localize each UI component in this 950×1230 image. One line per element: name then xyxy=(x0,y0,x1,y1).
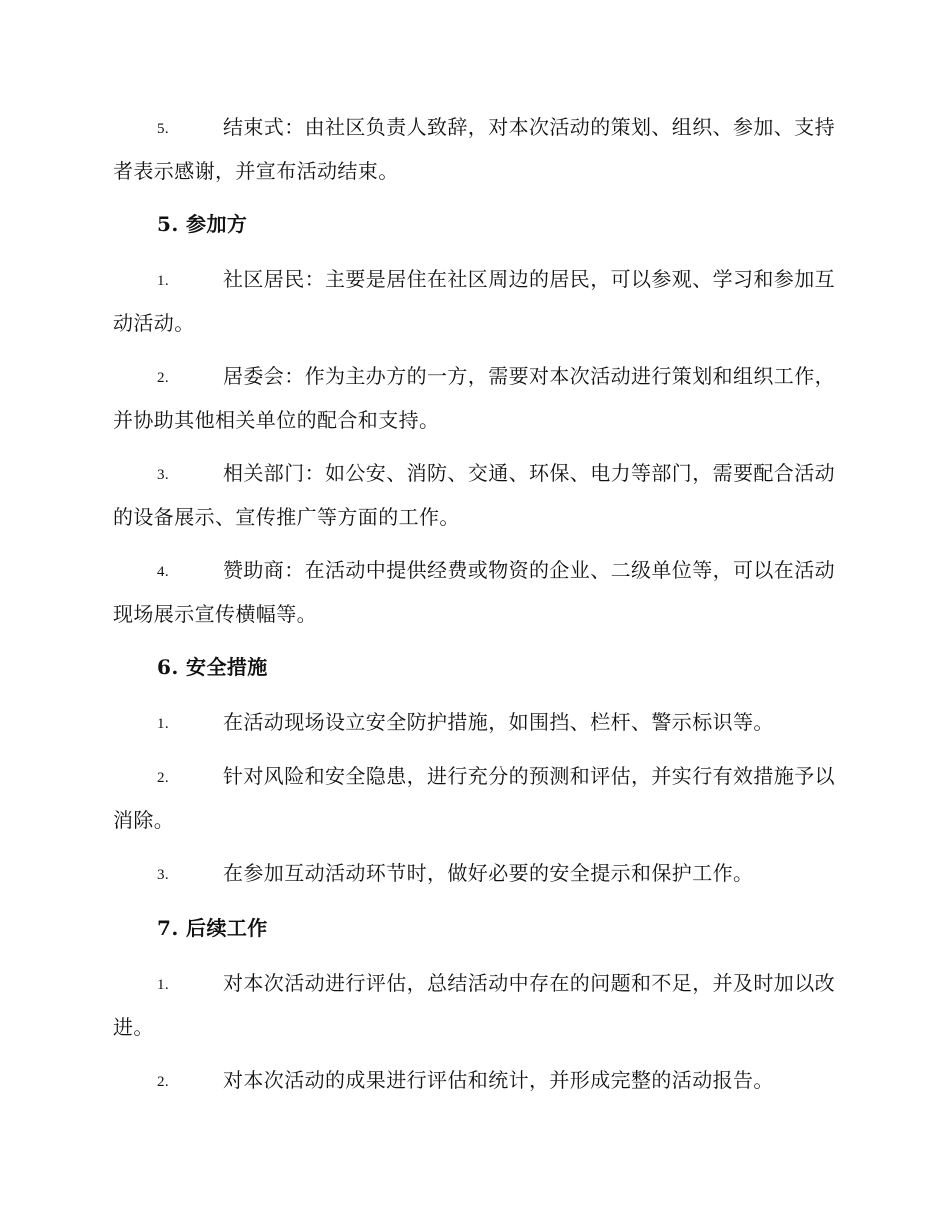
section-heading: 7. 后续工作 xyxy=(157,916,268,940)
list-item-number: 3. xyxy=(157,867,170,883)
list-item-text: 社区居民：主要是居住在社区周边的居民，可以参观、学习和参加互动活动。 xyxy=(113,267,835,335)
list-item xyxy=(113,852,838,896)
section-heading: 6. 安全措施 xyxy=(157,655,268,679)
list-item-number: 4. xyxy=(157,564,170,580)
list-item xyxy=(113,755,838,841)
list-item-text: 结束式：由社区负责人致辞，对本次活动的策划、组织、参加、支持者表示感谢，并宣布活动结束。 xyxy=(113,115,835,183)
list-item xyxy=(113,452,838,538)
list-item xyxy=(113,549,838,635)
list-item-number: 1. xyxy=(157,716,170,732)
list-item-text: 针对风险和安全隐患，进行充分的预测和评估，并实行有效措施予以消除。 xyxy=(113,764,835,832)
list-item-number: 3. xyxy=(157,467,170,483)
list-item xyxy=(113,106,838,192)
list-item-text: 对本次活动的成果进行评估和统计，并形成完整的活动报告。 xyxy=(223,1068,774,1092)
list-item-text: 在参加互动活动环节时，做好必要的安全提示和保护工作。 xyxy=(223,861,754,885)
list-item-number: 2. xyxy=(157,770,170,786)
list-item xyxy=(113,701,838,745)
list-item-number: 1. xyxy=(157,273,170,289)
list-item-number: 2. xyxy=(157,370,170,386)
list-item-number: 2. xyxy=(157,1074,170,1090)
list-item-text: 居委会：作为主办方的一方，需要对本次活动进行策划和组织工作，并协助其他相关单位的配合和支持。 xyxy=(113,364,835,432)
section-heading: 5. 参加方 xyxy=(157,212,248,236)
list-item xyxy=(113,962,838,1048)
list-item xyxy=(113,1059,838,1103)
list-item-text: 赞助商：在活动中提供经费或物资的企业、二级单位等，可以在活动现场展示宣传横幅等。 xyxy=(113,558,835,626)
list-item-text: 相关部门：如公安、消防、交通、环保、电力等部门，需要配合活动的设备展示、宣传推广等方面的工作。 xyxy=(113,461,835,529)
list-item-text: 在活动现场设立安全防护措施，如围挡、栏杆、警示标识等。 xyxy=(223,710,774,734)
list-item xyxy=(113,258,838,344)
list-item-number: 1. xyxy=(157,977,170,993)
list-item-number: 5. xyxy=(157,121,170,137)
list-item xyxy=(113,355,838,441)
list-item-text: 对本次活动进行评估，总结活动中存在的问题和不足，并及时加以改进。 xyxy=(113,971,835,1039)
